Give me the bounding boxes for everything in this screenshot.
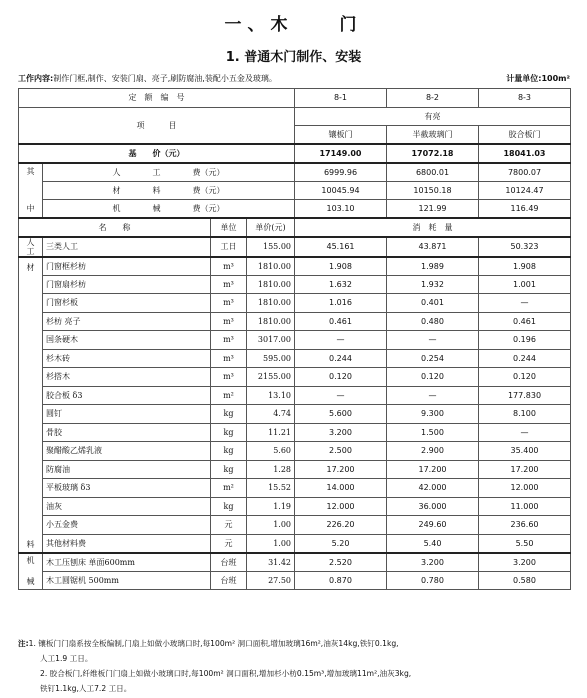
cost-value: 7800.07 xyxy=(479,163,571,182)
material-price: 1810.00 xyxy=(247,257,295,276)
quota-no-2: 8-2 xyxy=(387,89,479,108)
cost-value: 6800.01 xyxy=(387,163,479,182)
work-content xyxy=(18,73,277,84)
machinery-value: 0.580 xyxy=(479,571,571,590)
machinery-price: 31.42 xyxy=(247,553,295,572)
machinery-category xyxy=(19,553,43,590)
material-unit: 元 xyxy=(211,516,247,535)
material-name: 骨胶 xyxy=(43,423,211,442)
notes-label: 注: xyxy=(18,639,29,648)
material-row xyxy=(19,294,571,313)
material-value: 0.401 xyxy=(387,294,479,313)
section-title: 1. 普通木门制作、安装 xyxy=(225,50,362,65)
material-price: 2155.00 xyxy=(247,368,295,387)
material-value: 236.60 xyxy=(479,516,571,535)
material-value: 1.001 xyxy=(479,275,571,294)
labor-category: 人工 xyxy=(19,237,43,257)
item-label: 项 目 xyxy=(19,107,295,144)
material-value: 0.461 xyxy=(479,312,571,331)
material-unit: 元 xyxy=(211,534,247,553)
labor-price: 155.00 xyxy=(247,237,295,257)
consumption-name-header: 名 称 xyxy=(19,218,211,237)
labor-row xyxy=(19,237,571,257)
material-value: 35.400 xyxy=(479,442,571,461)
cost-value: 10124.47 xyxy=(479,181,571,200)
work-content-line xyxy=(18,73,570,84)
cost-value: 121.99 xyxy=(387,200,479,219)
cost-name: 人 工 费（元） xyxy=(43,163,295,182)
material-unit: m³ xyxy=(211,312,247,331)
note-2-line1: 2. 胶合板门,纤维板门门扇上如做小玻璃口时,每100m² 洞口面积,增加杉小枋0.15m³,增加玻璃11m²,油灰3kg, xyxy=(40,669,412,678)
material-row xyxy=(19,479,571,498)
material-name: 油灰 xyxy=(43,497,211,516)
work-content-text: 制作门框,制作、安装门扇、亮子,刷防腐油,装配小五金及玻璃。 xyxy=(53,74,277,83)
material-value: 14.000 xyxy=(295,479,387,498)
note-1-line1: 1. 镶板门门扇系按全板编制,门扇上如做小玻璃口时,每100m² 洞口面积,增加玻璃16m²,油灰14kg,铁钉0.1kg, xyxy=(28,639,399,648)
labor-unit: 工日 xyxy=(211,237,247,257)
material-row xyxy=(19,257,571,276)
material-price: 1.28 xyxy=(247,460,295,479)
material-category-bottom: 料 xyxy=(26,539,35,549)
material-value: — xyxy=(479,423,571,442)
material-name: 胶合板 δ3 xyxy=(43,386,211,405)
cost-category-top: 其 xyxy=(26,167,35,177)
material-name: 门窗框杉枋 xyxy=(43,257,211,276)
material-name: 防腐油 xyxy=(43,460,211,479)
material-value: 1.908 xyxy=(295,257,387,276)
material-value: 0.196 xyxy=(479,331,571,350)
consumption-price-header: 单价(元) xyxy=(247,218,295,237)
material-value: 177.830 xyxy=(479,386,571,405)
material-name: 聚醋酸乙烯乳液 xyxy=(43,442,211,461)
material-row xyxy=(19,534,571,553)
material-row xyxy=(19,516,571,535)
material-category xyxy=(19,257,43,553)
machinery-category-bottom: 械 xyxy=(26,577,35,587)
material-price: 1810.00 xyxy=(247,312,295,331)
machinery-name: 木工圆锯机 500mm xyxy=(43,571,211,590)
material-row xyxy=(19,312,571,331)
labor-value: 45.161 xyxy=(295,237,387,257)
note-1 xyxy=(18,636,573,651)
material-unit: m³ xyxy=(211,257,247,276)
material-row xyxy=(19,368,571,387)
material-unit: kg xyxy=(211,442,247,461)
cost-name: 机 械 费（元） xyxy=(43,200,295,219)
consumption-header-row xyxy=(19,218,571,237)
cost-row xyxy=(19,181,571,200)
chapter-title: 一、木 门 xyxy=(224,15,363,35)
material-row xyxy=(19,442,571,461)
material-value: 0.120 xyxy=(479,368,571,387)
labor-name: 三类人工 xyxy=(43,237,211,257)
material-unit: m³ xyxy=(211,368,247,387)
material-value: 11.000 xyxy=(479,497,571,516)
column-header-1: 镶板门 xyxy=(295,126,387,145)
material-value: 3.200 xyxy=(295,423,387,442)
machinery-value: 3.200 xyxy=(387,553,479,572)
material-row xyxy=(19,349,571,368)
material-value: 2.500 xyxy=(295,442,387,461)
group-label: 有亮 xyxy=(295,107,571,126)
material-unit: kg xyxy=(211,423,247,442)
machinery-value: 2.520 xyxy=(295,553,387,572)
material-price: 1810.00 xyxy=(247,275,295,294)
machinery-value: 0.870 xyxy=(295,571,387,590)
material-value: 5.40 xyxy=(387,534,479,553)
column-header-2: 半截玻璃门 xyxy=(387,126,479,145)
work-content-label: 工作内容: xyxy=(18,74,54,83)
cost-value: 103.10 xyxy=(295,200,387,219)
quota-no-1: 8-1 xyxy=(295,89,387,108)
material-value: 12.000 xyxy=(295,497,387,516)
material-value: 226.20 xyxy=(295,516,387,535)
cost-value: 116.49 xyxy=(479,200,571,219)
material-name: 杉木砖 xyxy=(43,349,211,368)
material-price: 15.52 xyxy=(247,479,295,498)
base-price-3: 18041.03 xyxy=(479,144,571,163)
material-value: 9.300 xyxy=(387,405,479,424)
labor-value: 43.871 xyxy=(387,237,479,257)
machinery-category-top: 机 xyxy=(26,556,35,566)
material-value: 0.480 xyxy=(387,312,479,331)
material-value: 1.908 xyxy=(479,257,571,276)
base-price-label: 基 价（元） xyxy=(19,144,295,163)
material-name: 门窗杉板 xyxy=(43,294,211,313)
machinery-name: 木工压刨床 单面600mm xyxy=(43,553,211,572)
material-unit: m³ xyxy=(211,331,247,350)
unit-label: 计量单位:100m² xyxy=(506,74,570,83)
material-value: — xyxy=(479,294,571,313)
material-row xyxy=(19,497,571,516)
labor-value: 50.323 xyxy=(479,237,571,257)
material-name: 其他材料费 xyxy=(43,534,211,553)
quota-table xyxy=(18,88,571,590)
material-value: — xyxy=(295,386,387,405)
base-price-1: 17149.00 xyxy=(295,144,387,163)
material-row xyxy=(19,331,571,350)
material-unit: kg xyxy=(211,405,247,424)
quota-no-3: 8-3 xyxy=(479,89,571,108)
material-row xyxy=(19,386,571,405)
machinery-value: 0.780 xyxy=(387,571,479,590)
material-row xyxy=(19,460,571,479)
material-price: 5.60 xyxy=(247,442,295,461)
material-value: 1.632 xyxy=(295,275,387,294)
machinery-value: 3.200 xyxy=(479,553,571,572)
note-1-line2: 人工1.9 工日。 xyxy=(40,654,93,663)
material-row xyxy=(19,275,571,294)
material-row xyxy=(19,423,571,442)
material-unit: kg xyxy=(211,460,247,479)
material-price: 1.00 xyxy=(247,516,295,535)
notes xyxy=(18,636,573,696)
quota-no-label: 定 额 编 号 xyxy=(19,89,295,108)
material-unit: kg xyxy=(211,497,247,516)
base-price-2: 17072.18 xyxy=(387,144,479,163)
material-value: 1.500 xyxy=(387,423,479,442)
machinery-unit: 台班 xyxy=(211,553,247,572)
material-price: 1.00 xyxy=(247,534,295,553)
material-value: — xyxy=(387,331,479,350)
material-value: 36.000 xyxy=(387,497,479,516)
material-value: — xyxy=(387,386,479,405)
material-value: 0.254 xyxy=(387,349,479,368)
cost-category xyxy=(19,163,43,219)
cost-name: 材 料 费（元） xyxy=(43,181,295,200)
material-value: 249.60 xyxy=(387,516,479,535)
material-price: 595.00 xyxy=(247,349,295,368)
material-price: 1810.00 xyxy=(247,294,295,313)
material-name: 杉枋 亮子 xyxy=(43,312,211,331)
consumption-header: 消 耗 量 xyxy=(295,218,571,237)
cost-value: 10045.94 xyxy=(295,181,387,200)
material-unit: m³ xyxy=(211,349,247,368)
material-name: 小五金费 xyxy=(43,516,211,535)
machinery-price: 27.50 xyxy=(247,571,295,590)
material-value: 42.000 xyxy=(387,479,479,498)
material-value: 0.120 xyxy=(295,368,387,387)
material-unit: m³ xyxy=(211,275,247,294)
cost-category-bottom: 中 xyxy=(26,204,35,214)
material-value: 2.900 xyxy=(387,442,479,461)
material-value: 12.000 xyxy=(479,479,571,498)
material-name: 杉搭木 xyxy=(43,368,211,387)
material-row xyxy=(19,405,571,424)
material-value: 0.244 xyxy=(479,349,571,368)
material-value: 0.120 xyxy=(387,368,479,387)
material-price: 3017.00 xyxy=(247,331,295,350)
column-header-3: 胶合板门 xyxy=(479,126,571,145)
machinery-row xyxy=(19,571,571,590)
material-value: 8.100 xyxy=(479,405,571,424)
material-name: 圆钉 xyxy=(43,405,211,424)
material-value: 17.200 xyxy=(387,460,479,479)
machinery-row xyxy=(19,553,571,572)
cost-row xyxy=(19,200,571,219)
cost-value: 6999.96 xyxy=(295,163,387,182)
material-name: 国条硬木 xyxy=(43,331,211,350)
machinery-unit: 台班 xyxy=(211,571,247,590)
material-name: 门窗扇杉枋 xyxy=(43,275,211,294)
material-unit: m² xyxy=(211,479,247,498)
material-value: 5.50 xyxy=(479,534,571,553)
cost-row xyxy=(19,163,571,182)
material-price: 13.10 xyxy=(247,386,295,405)
cost-value: 10150.18 xyxy=(387,181,479,200)
note-2-line2: 铁钉1.1kg,人工7.2 工日。 xyxy=(40,684,132,693)
material-price: 1.19 xyxy=(247,497,295,516)
material-value: 17.200 xyxy=(479,460,571,479)
material-unit: m³ xyxy=(211,294,247,313)
material-category-top: 材 xyxy=(26,262,35,272)
consumption-unit-header: 单位 xyxy=(211,218,247,237)
material-value: 1.989 xyxy=(387,257,479,276)
material-value: — xyxy=(295,331,387,350)
material-value: 1.932 xyxy=(387,275,479,294)
material-value: 1.016 xyxy=(295,294,387,313)
material-value: 0.244 xyxy=(295,349,387,368)
material-value: 5.20 xyxy=(295,534,387,553)
material-price: 11.21 xyxy=(247,423,295,442)
material-price: 4.74 xyxy=(247,405,295,424)
material-value: 0.461 xyxy=(295,312,387,331)
material-unit: m² xyxy=(211,386,247,405)
material-name: 平板玻璃 δ3 xyxy=(43,479,211,498)
material-value: 17.200 xyxy=(295,460,387,479)
material-value: 5.600 xyxy=(295,405,387,424)
